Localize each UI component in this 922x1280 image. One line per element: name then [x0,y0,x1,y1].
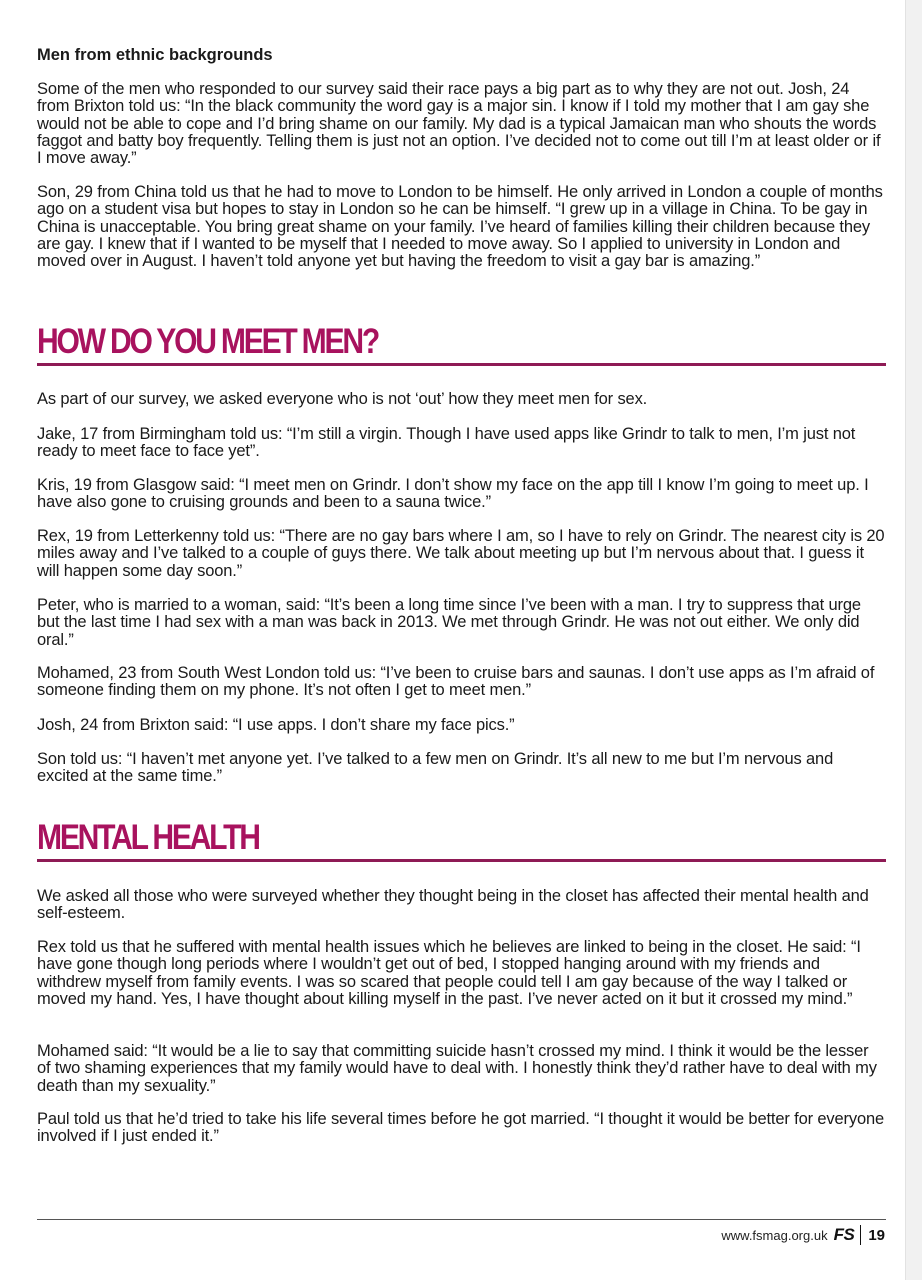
footer-website-link[interactable]: www.fsmag.org.uk [721,1227,828,1243]
paragraph: Paul told us that he’d tried to take his life several times before he got married. “I thought it would be better for everyone involved if I just ended it.” [37,1110,885,1146]
page-edge [905,0,922,1280]
paragraph: Peter, who is married to a woman, said: “It’s been a long time since I’ve been with a man. I try to suppress that urge but the last time I had sex with a man was back in 2013. We met through Grindr. He was not out either. We only did oral.” [37,596,861,649]
subheading-ethnic-backgrounds: Men from ethnic backgrounds [37,46,273,64]
paragraph: Rex told us that he suffered with mental health issues which he believes are linked to being in the closet. He said: “I have gone though long periods where I wouldn’t get out of bed, I stopped hanging around with my friends and withdrew myself from family events. I was so scared that people could tell I am gay because of the way I talked or moved my hand. Yes, I have thought about killing myself in the past. I’ve never acted on it but it crossed my mind.” [37,938,861,1008]
paragraph: Son, 29 from China told us that he had to move to London to be himself. He only arrived in London a couple of months ago on a student visa but hopes to stay in London so he can be himself. “I grew up in a village in China. To be gay in China is unacceptable. You bring great shame on your family. I’ve heard of families killing their children because they are gay. I knew that if I wanted to be myself that I needed to move away. So I applied to university in London and moved over in August. I haven’t told anyone yet but having the freedom to visit a gay bar is amazing.” [37,183,883,271]
paragraph: Josh, 24 from Brixton said: “I use apps. I don’t share my face pics.” [37,716,515,734]
section-title-mental-health: MENTAL HEALTH [37,818,259,857]
paragraph: Rex, 19 from Letterkenny told us: “There are no gay bars where I am, so I have to rely on Grindr. The nearest city is 20 miles away and I’ve talked to a couple of guys there. We talk about meeting up but I’m nervous about that. I guess it will happen some day soon.” [37,527,885,580]
paragraph: We asked all those who were surveyed whether they thought being in the closet has affected their mental health and self-esteem. [37,887,869,923]
section-title-meet-men: HOW DO YOU MEET MEN? [37,322,379,361]
section-divider [37,363,886,366]
paragraph: Kris, 19 from Glasgow said: “I meet men on Grindr. I don’t show my face on the app till I know I’m going to meet up. I have also gone to cruising grounds and been to a sauna twice.” [37,476,869,512]
paragraph: As part of our survey, we asked everyone who is not ‘out’ how they meet men for sex. [37,390,648,408]
page-number: 19 [868,1226,885,1244]
paragraph: Some of the men who responded to our survey said their race pays a big part as to why they are not out. Josh, 24 from Brixton told us: “In the black community the word gay is a major sin. I know if I told my mother that I am gay she would not be able to cope and I’d bring shame on our family. My dad is a typical Jamaican man who shouts the words faggot and batty boy frequently. Telling them is just not an option. I’ve decided not to come out till I’m at least older or if I move away.” [37,80,881,168]
page-footer [721,1224,885,1246]
fs-logo: FS [834,1225,862,1245]
paragraph: Jake, 17 from Birmingham told us: “I’m still a virgin. Though I have used apps like Grindr to talk to men, I’m just not ready to meet face to face yet”. [37,425,856,461]
footer-divider [37,1219,886,1220]
paragraph: Mohamed said: “It would be a lie to say that committing suicide hasn’t crossed my mind. I think it would be the lesser of two shaming experiences that my family would have to deal with. I honestly think they’d rather have to deal with my death than my sexuality.” [37,1042,877,1095]
section-divider [37,859,886,862]
paragraph: Son told us: “I haven’t met anyone yet. I’ve talked to a few men on Grindr. It’s all new to me but I’m nervous and excited at the same time.” [37,750,834,786]
paragraph: Mohamed, 23 from South West London told us: “I’ve been to cruise bars and saunas. I don’t use apps as I’m afraid of someone finding them on my phone. It’s not often I get to meet men.” [37,664,875,700]
